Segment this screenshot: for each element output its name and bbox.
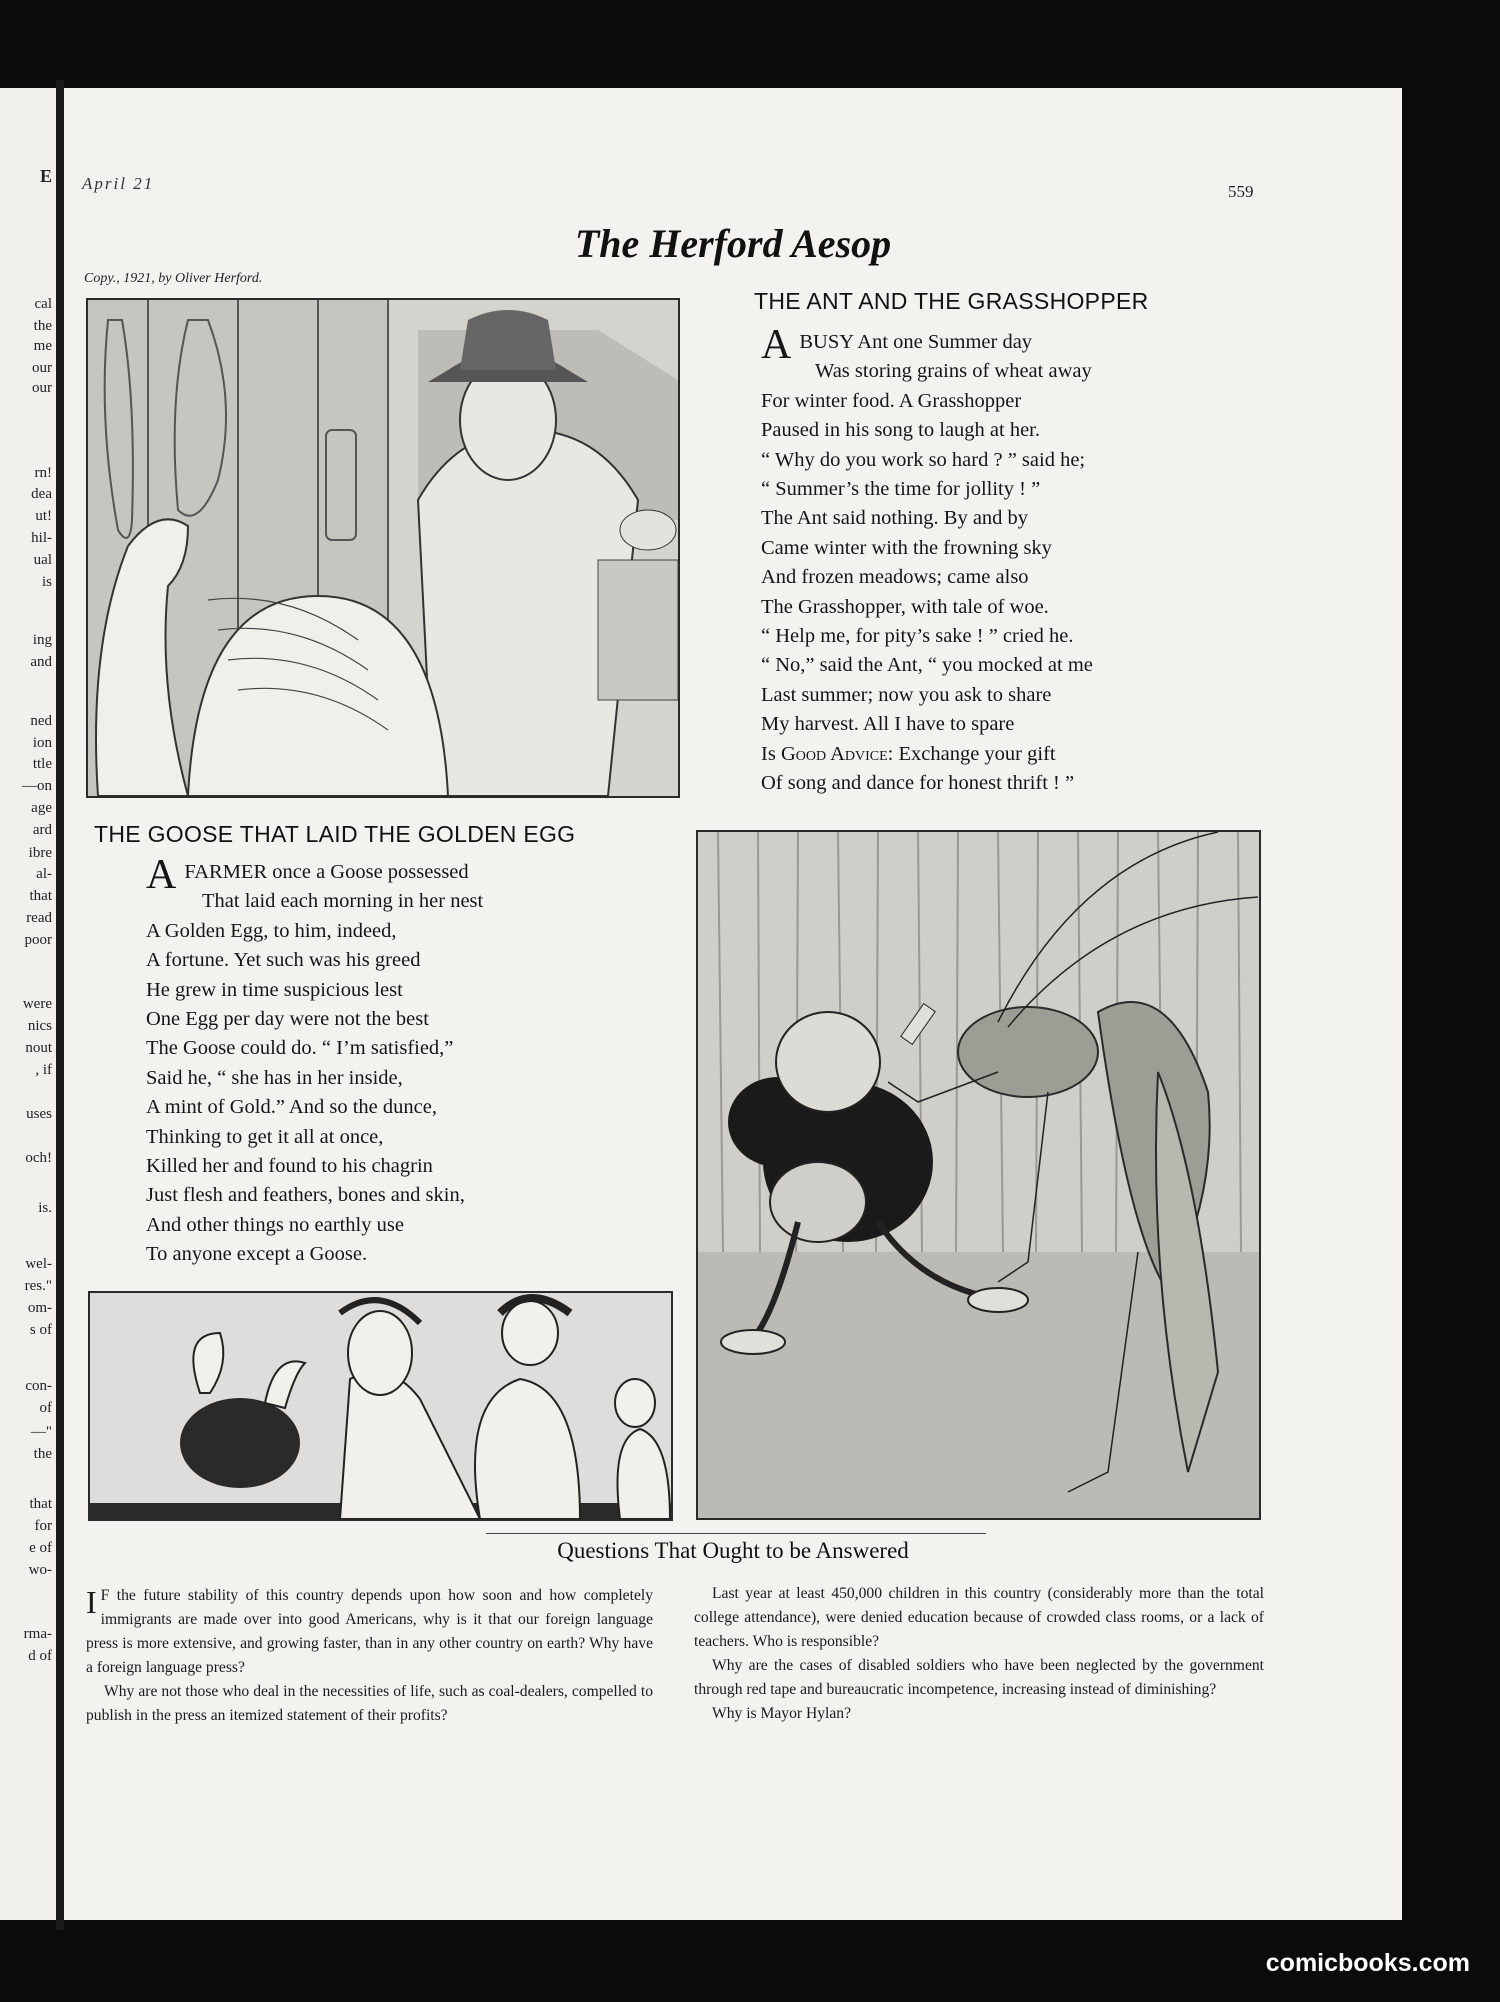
left-page-text-fragment: uses <box>26 1106 52 1122</box>
poem-line: Was storing grains of wheat away <box>815 360 1092 383</box>
poem-line: And other things no earthly use <box>146 1213 404 1236</box>
ant-grasshopper-illustration <box>696 830 1261 1520</box>
left-page-text-fragment: ttle <box>32 756 52 772</box>
page-gutter <box>56 80 64 1930</box>
farmer-family-illustration <box>88 1291 673 1521</box>
left-page-text-fragment: con- <box>25 1378 52 1394</box>
left-page-text-fragment: ing <box>32 632 52 648</box>
left-page-text-fragment: that <box>29 1496 52 1512</box>
poem-line: And frozen meadows; came also <box>761 566 1029 589</box>
question-paragraph: Last year at least 450,000 children in this country (considerably more than the total college attendance), were denied education because of crowded class rooms, or a lack of teachers. Who is responsible? <box>694 1585 1264 1650</box>
left-page-text-fragment: me <box>33 338 52 354</box>
question-paragraph: F the future stability of this country depends upon how soon and how completely immigrants are made over into good Americans, why is it that our foreign language press is more extensive, and growing faster, than in any other country on earth? Why have a foreign language press? <box>86 1587 653 1676</box>
goose-golden-egg-poem <box>146 852 606 1270</box>
left-page-text-fragment: d of <box>28 1648 52 1664</box>
left-page-text-fragment: the <box>33 318 52 334</box>
left-page-text-fragment: ual <box>33 552 52 568</box>
left-page-text-fragment: and <box>30 654 52 670</box>
left-page-text-fragment: of <box>39 1400 52 1416</box>
poem-line: The Grasshopper, with tale of woe. <box>761 595 1049 618</box>
poem-line: The Ant said nothing. By and by <box>761 507 1029 530</box>
ant-poem-dropcap: A <box>761 322 792 368</box>
left-page-text-fragment: s of <box>29 1322 52 1338</box>
question-paragraph: Why is Mayor Hylan? <box>712 1705 852 1722</box>
left-page-text-fragment: —on <box>22 778 52 794</box>
poem-line: “ No,” said the Ant, “ you mocked at me <box>761 654 1093 677</box>
left-page-text-fragment: , if <box>35 1062 52 1078</box>
left-page-text-fragment: is <box>41 574 52 590</box>
poem-line: FARMER once a Goose possessed <box>184 861 469 883</box>
poem-line: Came winter with the frowning sky <box>761 536 1052 559</box>
questions-heading: Questions That Ought to be Answered <box>557 1538 909 1563</box>
poem-line: Of song and dance for honest thrift ! ” <box>761 772 1075 795</box>
questions-right-column <box>694 1582 1264 1726</box>
left-page-text-fragment: ned <box>30 713 52 729</box>
left-page-text-fragment: read <box>26 910 52 926</box>
poem-line: My harvest. All I have to spare <box>761 713 1015 736</box>
left-page-text-fragment: wo- <box>28 1562 52 1578</box>
poem-line: Paused in his song to laugh at her. <box>761 419 1041 442</box>
poem-line: Just flesh and feathers, bones and skin, <box>146 1184 465 1207</box>
issue-date: April 21 <box>82 174 155 193</box>
page-title: The Herford Aesop <box>574 221 892 266</box>
poem-line: “ Help me, for pity’s sake ! ” cried he. <box>761 625 1074 648</box>
poem-line: The Goose could do. “ I’m satisfied,” <box>146 1037 454 1060</box>
goose-poem-dropcap: A <box>146 852 177 898</box>
poem-line: Last summer; now you ask to share <box>761 683 1052 706</box>
poem-line: To anyone except a Goose. <box>146 1243 368 1266</box>
poem-line: One Egg per day were not the best <box>146 1008 429 1031</box>
magazine-page <box>64 88 1402 1920</box>
left-page-text-fragment: ard <box>32 822 52 838</box>
left-page-text-fragment: rma- <box>23 1626 52 1642</box>
left-page-text-fragment: poor <box>24 932 52 948</box>
left-page-text-fragment: that <box>29 888 52 904</box>
poem-line: “ Why do you work so hard ? ” said he; <box>761 448 1086 471</box>
left-page-text-fragment: our <box>32 360 52 376</box>
left-page-text-fragment: hil- <box>31 530 52 546</box>
left-page-text-fragment: ibre <box>28 845 52 861</box>
left-page-text-fragment: cal <box>34 296 52 312</box>
left-page-text-fragment: nout <box>25 1040 52 1056</box>
goose-golden-egg-heading: THE GOOSE THAT LAID THE GOLDEN EGG <box>94 821 576 847</box>
ant-grasshopper-poem <box>761 322 1221 799</box>
section-divider <box>486 1533 986 1534</box>
left-page-text-fragment: —" <box>30 1424 52 1440</box>
left-page-edge <box>0 88 56 1920</box>
questions-dropcap: I <box>86 1584 97 1620</box>
poem-line: That laid each morning in her nest <box>202 890 484 913</box>
left-page-text-fragment: rn! <box>34 465 52 481</box>
poem-line: Thinking to get it all at once, <box>146 1125 384 1148</box>
questions-left-column <box>86 1584 653 1728</box>
left-page-text-fragment: E <box>39 166 52 186</box>
left-page-text-fragment: wel- <box>25 1256 52 1272</box>
left-page-text-fragment: is. <box>38 1200 52 1216</box>
site-watermark: comicbooks.com <box>1265 1949 1470 1977</box>
farmer-goose-illustration <box>86 298 680 798</box>
poem-line: Killed her and found to his chagrin <box>146 1155 433 1178</box>
left-page-text-fragment: res." <box>24 1278 52 1294</box>
left-page-text-fragment: dea <box>31 486 52 502</box>
poem-line: A Golden Egg, to him, indeed, <box>146 919 397 942</box>
left-page-text-fragment: our <box>32 380 52 396</box>
poem-line: BUSY Ant one Summer day <box>799 331 1033 353</box>
left-page-text-fragment: ut! <box>35 508 52 524</box>
poem-line: For winter food. A Grasshopper <box>761 389 1022 412</box>
left-page-text-fragment: were <box>22 996 52 1012</box>
left-page-text-fragment: al- <box>36 866 52 882</box>
poem-line: A fortune. Yet such was his greed <box>146 949 421 972</box>
poem-line: “ Summer’s the time for jollity ! ” <box>761 478 1041 501</box>
left-page-text-fragment: nics <box>27 1018 52 1034</box>
ant-grasshopper-heading: THE ANT AND THE GRASSHOPPER <box>754 288 1149 314</box>
copyright-line: Copy., 1921, by Oliver Herford. <box>84 271 263 286</box>
poem-line: Is Good Advice: Exchange your gift <box>761 742 1056 765</box>
poem-line: Said he, “ she has in her inside, <box>146 1066 403 1089</box>
question-paragraph: Why are not those who deal in the necessities of life, such as coal-dealers, compelled to publish in the press an itemized statement of their profits? <box>86 1683 653 1724</box>
poem-line: A mint of Gold.” And so the dunce, <box>146 1096 437 1119</box>
left-page-text-fragment: age <box>31 800 52 816</box>
question-paragraph: Why are the cases of disabled soldiers who have been neglected by the government through red tape and bureaucratic incompetence, increasing instead of diminishing? <box>694 1657 1264 1698</box>
left-page-text-fragment: ion <box>32 735 52 751</box>
left-page-text-fragment: the <box>33 1446 52 1462</box>
poem-line: He grew in time suspicious lest <box>146 978 403 1001</box>
good-advice-smallcaps: Good Advice <box>780 742 888 765</box>
left-page-text-fragment: e of <box>29 1540 52 1556</box>
left-page-text-fragment: om- <box>27 1300 52 1316</box>
left-page-text-fragment: for <box>34 1518 52 1534</box>
page-number: 559 <box>1228 182 1254 201</box>
left-page-text-fragment: och! <box>25 1150 52 1166</box>
